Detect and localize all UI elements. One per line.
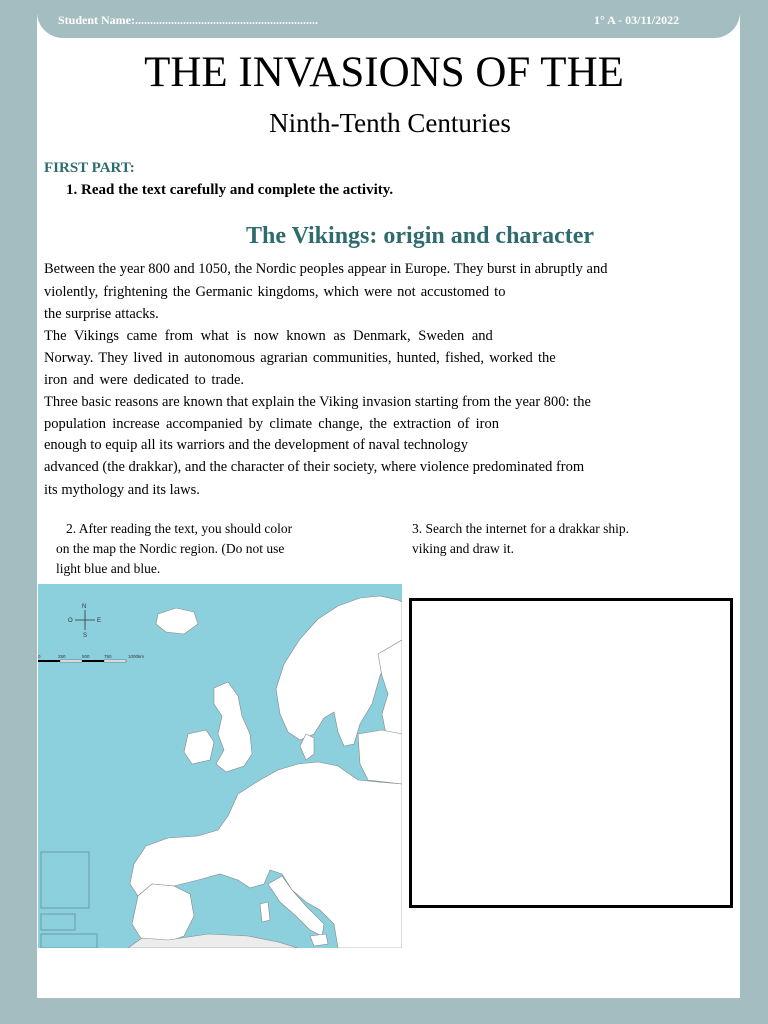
text-line: violently, frightening the Germanic kingdoms, which were not accustomed to — [44, 284, 506, 300]
sardinia-shape — [260, 902, 270, 922]
page-title: THE INVASIONS OF THE — [144, 49, 624, 96]
text-line: Between the year 800 and 1050, the Nordic peoples appear in Europe. They burst in abruptly and — [44, 261, 608, 277]
ireland-shape — [184, 730, 214, 764]
iberia-shape — [132, 884, 194, 944]
scale-segment — [82, 660, 104, 662]
student-name-field: Student Name:............................................................. — [58, 13, 318, 27]
text-line: Norway. They lived in autonomous agrarian communities, hunted, fished, worked the — [44, 350, 556, 366]
text-line: its mythology and its laws. — [44, 482, 200, 498]
question-3-line: 3. Search the internet for a drakkar ship. — [412, 521, 630, 536]
compass-n-label: N — [82, 604, 87, 610]
first-part-label: FIRST PART: — [44, 160, 135, 176]
text-line: enough to equip all its warriors and the development of naval technology — [44, 437, 469, 453]
text-line: Three basic reasons are known that explain the Viking invasion starting from the year 800: the — [44, 394, 591, 410]
question-2-line: on the map the Nordic region. (Do not use — [56, 541, 285, 556]
text-line: advanced (the drakkar), and the character of their society, where violence predominated from — [44, 459, 585, 475]
page-subtitle: Ninth-Tenth Centuries — [269, 108, 511, 138]
question-3 — [412, 519, 712, 559]
compass-e-label: E — [97, 618, 102, 624]
scale-label: 250 — [58, 654, 66, 659]
compass-w-label: O — [68, 618, 73, 624]
section-title: The Vikings: origin and character — [246, 223, 595, 249]
question-3-line: viking and draw it. — [412, 541, 514, 556]
text-line: The Vikings came from what is now known as Denmark, Sweden and — [44, 328, 493, 344]
map-svg — [38, 584, 402, 948]
text-line: iron and were dedicated to trade. — [44, 372, 245, 388]
text-line: population increase accompanied by climate change, the extraction of iron — [44, 416, 500, 432]
question-2 — [56, 519, 356, 579]
scale-label: 500 — [82, 654, 90, 659]
scale-segment — [60, 660, 82, 662]
scale-label: 750 — [104, 654, 112, 659]
drawing-box — [409, 598, 733, 908]
scale-label: 0 — [38, 654, 41, 659]
europe-outline-map — [38, 584, 402, 948]
instruction-1: 1. Read the text carefully and complete the activity. — [66, 182, 394, 198]
question-2-line: 2. After reading the text, you should color — [66, 521, 293, 536]
question-2-line: light blue and blue. — [56, 561, 161, 576]
scale-segment — [104, 660, 126, 662]
scale-segment — [38, 660, 60, 662]
class-date: 1° A - 03/11/2022 — [594, 13, 680, 27]
scale-label: 1000km — [128, 654, 145, 659]
text-line: the surprise attacks. — [44, 306, 159, 322]
compass-s-label: S — [83, 633, 88, 639]
